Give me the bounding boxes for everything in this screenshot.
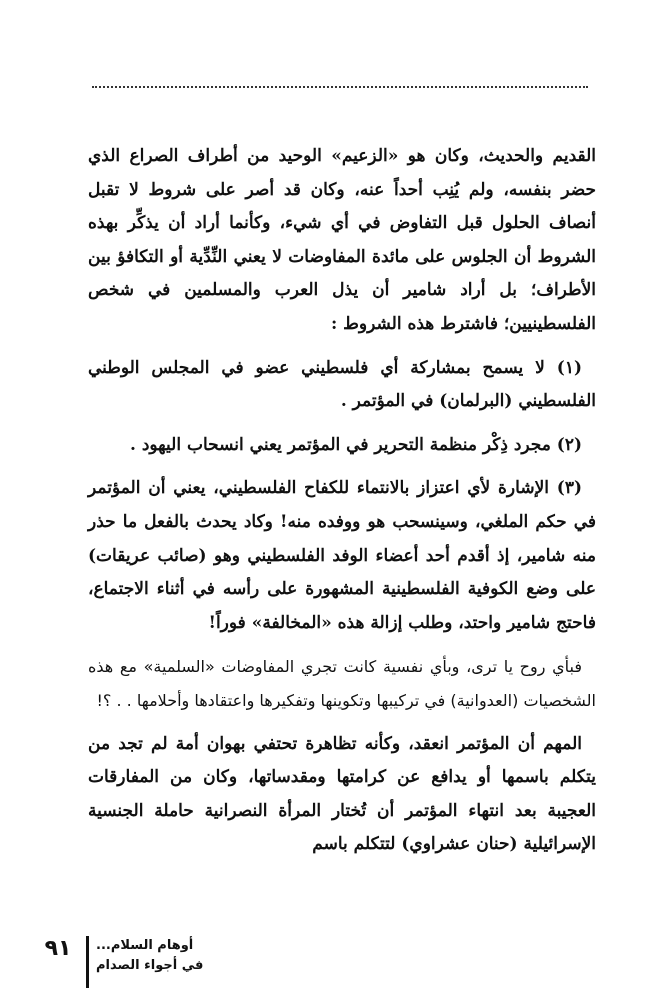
footer-divider [86, 936, 89, 988]
book-title-line-2: في أجواء الصدام [96, 958, 204, 973]
paragraph: المهم أن المؤتمر انعقد، وكأنه تظاهرة تحتفي بهوان أمة لم تجد من يتكلم باسمها أو يدافع عن كرامتها ومقدساتها، وكان من المفارقات العجيبة بعد انتهاء المؤتمر أن تُختار المرأة النصرانية حاملة الجنسية الإسرائيلية (حنان عشراوي) لتتكلم باسم [88, 733, 596, 855]
book-title-line-1: أوهام السلام... [96, 938, 194, 953]
page-number: ٩١ [44, 936, 72, 961]
condition-item-3: (٣) الإشارة لأي اعتزاز بالانتماء للكفاح الفلسطيني، يعني أن المؤتمر في حكم الملغي، وسينسحب هو ووفده منه! وكاد يحدث بالفعل ما حذر منه شامير، إذ أقدم أحد أعضاء الوفد الفلسطيني وهو (صائب عريقات) على وضع الكوفية الفلسطينية المشهورة على رأسه في أثناء الاجتماع، فاحتج شامير واحتد، وطلب إزالة هذه «المخالفة» فوراً! [88, 478, 596, 633]
paragraph: فبأي روح يا ترى، وبأي نفسية كانت تجري المفاوضات «السلمية» مع هذه الشخصيات (العدوانية) في تركيبها وتكوينها وتفكيرها واعتقادها وأحلامها . . ؟! [88, 657, 596, 710]
page-footer [34, 932, 234, 988]
book-title [96, 936, 226, 976]
page-body [88, 140, 596, 862]
condition-item-2: (٢) مجرد ذِكْر منظمة التحرير في المؤتمر يعني انسحاب اليهود . [129, 434, 582, 455]
condition-item-1: (١) لا يسمح بمشاركة أي فلسطيني عضو في المجلس الوطني الفلسطيني (البرلمان) في المؤتمر . [88, 357, 596, 412]
header-dotted-rule [92, 86, 588, 88]
paragraph: القديم والحديث، وكان هو «الزعيم» الوحيد من أطراف الصراع الذي حضر بنفسه، ولم يُنِب أحداً عنه، وكان قد أصر على شروط لا تقبل أنصاف الحلول قبل التفاوض في أي شيء، وكأنما أراد أن يذكِّر بهذه الشروط أن الجلوس على مائدة المفاوضات لا يعني النِّدِّية أو التكافؤ بين الأطراف؛ بل أراد شامير أن يذل العرب والمسلمين في شخص الفلسطينيين؛ فاشترط هذه الشروط : [88, 146, 596, 334]
